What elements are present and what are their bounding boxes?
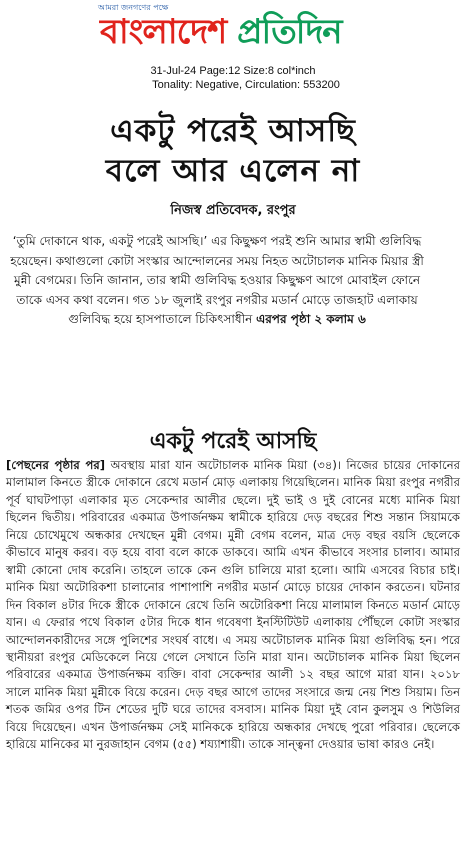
continuation-body-paragraph: [6, 457, 460, 754]
newspaper-logo: [100, 12, 342, 52]
headline-line-1: একটু পরেই আসছি: [110, 113, 356, 149]
article-byline: নিজস্ব প্রতিবেদক, রংপুর: [170, 203, 296, 218]
clipping-date-page-size: 31-Jul-24 Page:12 Size:8 col*inch: [150, 65, 316, 77]
article-headline: [8, 111, 458, 191]
continuation-title: একটু পরেই আসছি: [149, 429, 317, 454]
clipping-tonality-circulation: Tonality: Negative, Circulation: 553200: [152, 79, 340, 91]
article-lead-paragraph: [8, 232, 426, 330]
article-header: [8, 105, 458, 222]
lead-text: ‘তুমি দোকানে থাক, একটু পরেই আসছি।’ এর কিছুক্ষণ পরই শুনি আমার স্বামী গুলিবিদ্ধ হয়েছেন। কথাগুলো কোটা সংস্কার আন্দোলনের সময় নিহত অটোচালক মানিক মিয়ার স্ত্রী মুন্নী বেগমের। তিনি জানান, তার স্বামী গুলিবিদ্ধ হওয়ার কিছুক্ষণ আগে মোবাইল ফোনে তাকে এসব কথা বলেন। গত ১৮ জুলাই রংপুর নগরীর মডার্ন মোড়ে তাজহাট এলাকায় গুলিবিদ্ধ হয়ে হাসপাতালে চিকিৎসাধীন: [10, 234, 424, 326]
newspaper-masthead: [0, 0, 466, 62]
clipping-metadata: [0, 64, 466, 92]
article-continuation: [6, 427, 460, 754]
logo-red-part: বাংলাদেশ: [100, 12, 227, 52]
continued-from-label: [পেছনের পৃষ্ঠার পর]: [6, 458, 106, 472]
continuation-body-text: অবস্থায় মারা যান অটোচালক মানিক মিয়া (৩৪)। নিজের চায়ের দোকানের মালামাল কিনতে স্ত্রীকে দোকানে রেখে মডার্ন মোড় এলাকায় গিয়েছিলেন। মানিক মিয়া রংপুর নগরীর পূর্ব ঘাঘটপাড়া এলাকার মৃত সেকেন্দার আলীর ছেলে। দুই ভাই ও দুই বোনের মধ্যে মানিক মিয়া ছিলেন দ্বিতীয়। পরিবারের একমাত্র উপার্জনক্ষম স্বামীকে হারিয়ে দেড় বছরের শিশু সন্তান সিয়ামকে নিয়ে চোখেমুখে অন্ধকার দেখছেন মুন্নী বেগম। মুন্নী বেগম বলেন, মাত্র দেড় বছর বয়সি ছেলেকে কীভাবে মানুষ করব। বড় হয়ে বাবা বলে কাকে ডাকবে। আমি এখন কীভাবে সংসার চালাব। আমার স্বামী কোনো দোষ করেনি। তাহলে তাকে কেন গুলি চালিয়ে মারা হলো। আমি এসবের বিচার চাই। মানিক মিয়া অটোরিকশা চালানোর পাশাপাশি নগরীর মডার্ন মোড়ে চায়ের দোকান করতেন। ঘটনার দিন বিকাল ৪টার দিকে স্ত্রীকে দোকানে রেখে তিনি অটোরিকশা নিয়ে মালামাল কিনতে মডার্ন মোড়ে যান। এ ফেরার পথে বিকাল ৫টার দিকে ধান গবেষণা ইনস্টিটিউট এলাকায় পৌঁছলে কোটা সংস্কার আন্দোলনকারীদের সঙ্গে পুলিশের সংঘর্ষ বাধে। এ সময় অটোচালক মানিক মিয়া গুলিবিদ্ধ হন। পরে স্থানীয়রা রংপুর মেডিকেলে নিয়ে গেলে সেখানে তিনি মারা যান। অটোচালক মানিক মিয়া ছিলেন পরিবারের একমাত্র উপার্জনক্ষম ব্যক্তি। বাবা সেকেন্দার আলী ১২ বছর আগে মারা যান। ২০১৮ সালে মানিক মিয়া মুন্নীকে বিয়ে করেন। দেড় বছর আগে তাদের সংসারে জন্ম নেয় শিশু সিয়াম। তিন শতক জমির ওপর টিন শেডের দুটি ঘরে তাদের বসবাস। মানিক মিয়া দুই বোন কুলসুম ও শিউলির বিয়ে দিয়েছেন। এখন উপার্জনক্ষম সেই মানিককে হারিয়ে অন্ধকার দেখছে পুরো পরিবার। ছেলেকে হারিয়ে মানিকের মা নুরজাহান বেগম (৫৫) শয্যাশায়ী। তাকে সান্ত্বনা দেওয়ার ভাষা কারও নেই।: [6, 458, 460, 752]
continuation-jump-note: এরপর পৃষ্ঠা ২ কলাম ৬: [256, 312, 366, 326]
headline-line-2: বলে আর এলেন না: [105, 153, 361, 189]
masthead-tagline: আমরা জনগণের পক্ষে: [98, 3, 169, 12]
logo-green-part: প্রতিদিন: [226, 12, 342, 52]
